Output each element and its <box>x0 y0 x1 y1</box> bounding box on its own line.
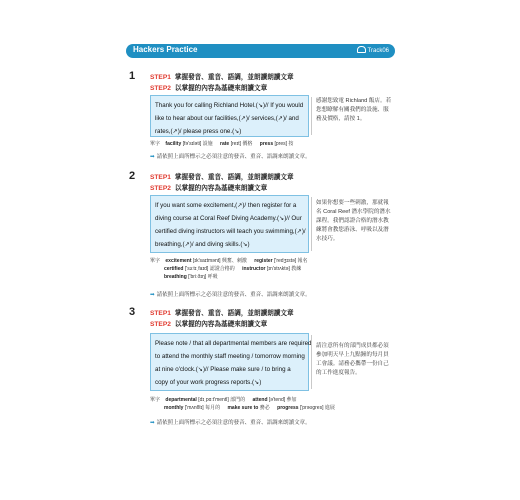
exercise-number: 2 <box>129 170 136 182</box>
vocab-word: breathing <box>164 274 187 280</box>
chinese-translation: 感謝您致電 Richland 飯店。若您想瞭解有關我們的設施、服務及價格，請按 1。 <box>316 98 392 122</box>
passage-line: like to hear about our facilities,(↗)/ services,(↗)/ and <box>155 115 299 122</box>
vocab-word: departmental <box>165 397 197 403</box>
vocabulary-list <box>150 257 314 281</box>
vocab-word: rate <box>220 141 230 147</box>
passage-line: If you want some excitement,(↗)/ then register for a <box>155 202 297 209</box>
vocab-definition: ['briːðɪŋ] 呼吸 <box>188 274 218 280</box>
vocab-word: excitement <box>165 258 192 264</box>
step2-label: STEP2 <box>150 321 171 328</box>
passage-line: certified diving instructors will teach you swimming,(↗)/ <box>155 228 306 235</box>
vocabulary-list <box>150 140 299 148</box>
chinese-translation: 請注意所有的部門成員都必須參加明天早上九點鐘的每月員工會議。請務必攜帶一份自己的工作進度報告。 <box>316 343 389 376</box>
step1-label: STEP1 <box>150 174 171 181</box>
vocab-label: 單字 <box>150 397 161 403</box>
vocab-definition: [pres] 按 <box>274 141 294 147</box>
vocab-definition: ['prəʊgres] 進展 <box>299 405 335 411</box>
vocab-definition: [ə'tend] 參加 <box>268 397 297 403</box>
vocab-word: register <box>254 258 273 264</box>
step1-label: STEP1 <box>150 310 171 317</box>
note-text: 請依照上面所標示之必須注意的發音、重音、語調來朗讀文章。 <box>156 292 311 298</box>
passage-line: diving course at Coral Reef Diving Academy.(↘)// Our <box>155 215 302 222</box>
vocab-definition: [fə'sɪləti] 設施 <box>182 141 213 147</box>
passage-line: Please note / that all departmental members are required <box>155 340 312 347</box>
instruction-note <box>150 418 311 426</box>
step2-text: 以掌握的內容為基礎來朗讀文章 <box>174 321 268 328</box>
step1-instruction <box>150 171 294 181</box>
vocab-definition: [dɪˌpɑːt'mentl] 部門的 <box>198 397 246 403</box>
step1-label: STEP1 <box>150 74 171 81</box>
section-header <box>126 44 395 58</box>
note-text: 請依照上面所標示之必須注意的發音、重音、語調來朗讀文章。 <box>156 420 311 426</box>
arrow-icon: ➡ <box>150 154 155 160</box>
exercise-number: 1 <box>129 70 136 82</box>
track-number: Track06 <box>367 48 389 54</box>
vocab-word: monthly <box>164 405 184 411</box>
vocab-label: 單字 <box>150 258 161 264</box>
step2-instruction <box>150 182 267 192</box>
divider <box>311 335 312 389</box>
passage-line: rates,(↗)/ please press one.(↘) <box>155 128 242 135</box>
vocab-label: 單字 <box>150 141 161 147</box>
vocab-word: progress <box>277 405 299 411</box>
step1-instruction <box>150 307 294 317</box>
step2-text: 以掌握的內容為基礎來朗讀文章 <box>174 85 268 92</box>
vocab-word: certified <box>164 266 184 272</box>
vocabulary-list <box>150 396 341 412</box>
divider <box>311 197 312 251</box>
passage-line: breathing,(↗)/ and diving skills.(↘) <box>155 241 250 248</box>
vocab-definition: [reɪt] 價格 <box>230 141 253 147</box>
passage-line: to attend the monthly staff meeting / tomorrow morning <box>155 353 305 360</box>
passage-line: Thank you for calling Richland Hotel.(↘)// If you would <box>155 102 304 109</box>
headphones-icon <box>357 46 366 53</box>
vocab-definition: [ɪk'saɪtmənt] 興奮、刺激 <box>192 258 247 264</box>
vocab-definition: 務必 <box>259 405 270 411</box>
reading-passage <box>150 195 309 253</box>
arrow-icon: ➡ <box>150 420 155 426</box>
vocab-word: instructor <box>242 266 266 272</box>
vocab-word: facility <box>165 141 182 147</box>
divider <box>311 97 312 135</box>
step1-text: 掌握發音、重音、語調，並朗讀朗讀文章 <box>174 74 294 81</box>
vocab-word: attend <box>252 397 268 403</box>
vocab-definition: [ɪn'strʌktə] 教練 <box>266 266 302 272</box>
passage-line: at nine o'clock.(↘)// Please make sure / to bring a <box>155 366 291 373</box>
vocab-word: make sure to <box>227 405 259 411</box>
vocab-definition: ['redʒɪstə] 報名 <box>274 258 308 264</box>
exercise-number: 3 <box>129 306 136 318</box>
step2-label: STEP2 <box>150 85 171 92</box>
step2-label: STEP2 <box>150 185 171 192</box>
step2-instruction <box>150 318 267 328</box>
reading-passage <box>150 95 309 137</box>
step2-text: 以掌握的內容為基礎來朗讀文章 <box>174 185 268 192</box>
step1-instruction <box>150 71 294 81</box>
step2-instruction <box>150 82 267 92</box>
chinese-translation: 如果你想要一些刺激，那就報名 Coral Reef 潛水學院的潛水課程。我們認證合格的潛水教練將會教您游泳、呼吸以及潛水技巧。 <box>316 200 391 242</box>
vocab-definition: ['mʌnθlɪ] 每月的 <box>184 405 221 411</box>
step1-text: 掌握發音、重音、語調，並朗讀朗讀文章 <box>174 174 294 181</box>
instruction-note <box>150 290 311 298</box>
track-label[interactable] <box>357 46 389 54</box>
step1-text: 掌握發音、重音、語調，並朗讀朗讀文章 <box>174 310 294 317</box>
arrow-icon: ➡ <box>150 292 155 298</box>
passage-line: copy of your work progress reports.(↘) <box>155 379 262 386</box>
section-title: Hackers Practice <box>133 45 198 54</box>
vocab-definition: ['sɜːtɪˌfaɪd] 認證合格的 <box>184 266 235 272</box>
note-text: 請依照上面所標示之必須注意的發音、重音、語調來朗讀文章。 <box>156 154 311 160</box>
instruction-note <box>150 152 311 160</box>
reading-passage <box>150 333 312 391</box>
vocab-word: press <box>259 141 274 147</box>
